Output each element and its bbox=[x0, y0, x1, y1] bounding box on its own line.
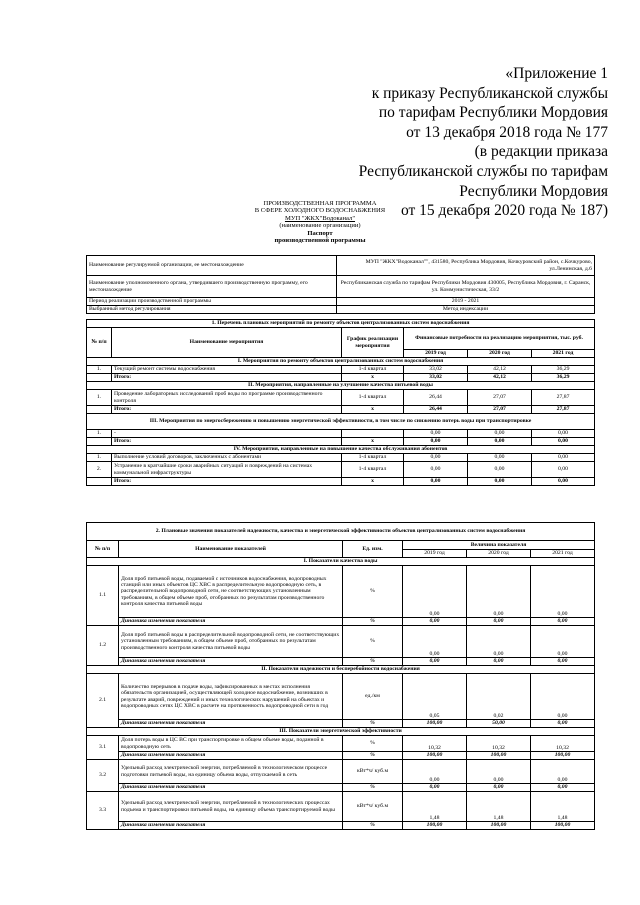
section-title: IV. Мероприятия, направленные на повышение качества обслуживания абонентов bbox=[87, 446, 595, 454]
dynamics-label: Динамика изменения показателя bbox=[119, 658, 343, 666]
total-value: 42,12 bbox=[468, 374, 532, 382]
row-num: 1. bbox=[87, 454, 112, 462]
row-name: Доля проб питьевой воды, подаваемой с источников водоснабжения, водопроводных станций или иных объектов ЦС ХВС в распределительную водопроводную сеть, в распределительной водопроводной сети, не соответствующих установленным требованиям, в общем объеме проб, отобранных по результатам производственного контроля качества питьевой воды bbox=[119, 566, 343, 618]
dynamics-value: 0,00 bbox=[467, 784, 531, 792]
col-header-num: № п/п bbox=[87, 541, 119, 558]
col-header-year: 2021 год bbox=[531, 550, 595, 558]
dynamics-value: 50,00 bbox=[467, 720, 531, 728]
organization-caption: (наименование организации) bbox=[279, 222, 361, 230]
table-row bbox=[87, 366, 595, 374]
row-value: 10,32 bbox=[531, 736, 595, 752]
measures-table-title: 1. Перечень плановых мероприятий по ремонту объектов централизованных систем водоснабжения bbox=[87, 320, 595, 328]
row-schedule: 1-4 квартал bbox=[342, 366, 404, 374]
row-num: 3.2 bbox=[87, 760, 119, 792]
row-value: 33,02 bbox=[404, 366, 468, 374]
dynamics-unit: % bbox=[343, 618, 403, 626]
row-unit: кВт*ч/ куб.м bbox=[343, 760, 403, 784]
row-schedule: 1-4 квартал bbox=[342, 454, 404, 462]
section-title: III. Мероприятия по энергосбережению и повышению энергетической эффективности, в том числе по снижению потерь воды при транспортировке bbox=[87, 414, 595, 430]
dynamics-value: 100,00 bbox=[467, 822, 531, 830]
total-label: Итого: bbox=[112, 374, 342, 382]
total-x: x bbox=[342, 438, 404, 446]
appendix-line: к приказу Республиканской службы bbox=[371, 84, 608, 102]
heading-subtitle: В СФЕРЕ ХОЛОДНОГО ВОДОСНАБЖЕНИЯ bbox=[254, 207, 386, 215]
row-value: 0,00 bbox=[403, 760, 467, 784]
dynamics-unit: % bbox=[343, 752, 403, 760]
row-value: 0,02 bbox=[467, 674, 531, 720]
total-row bbox=[87, 438, 595, 446]
total-x: x bbox=[342, 374, 404, 382]
total-value: 0,00 bbox=[468, 438, 532, 446]
row-value: 0,00 bbox=[467, 626, 531, 658]
passport-label: Наименование уполномоченного органа, утвердившего производственную программу, его местонахождение bbox=[87, 276, 337, 298]
row-value: 0,00 bbox=[532, 430, 595, 438]
row-value: 0,00 bbox=[532, 454, 595, 462]
row-value: 1,48 bbox=[467, 792, 531, 822]
passport-label: Наименование регулируемой организации, ее местонахождение bbox=[87, 256, 337, 276]
col-header-finance: Финансовые потребности на реализацию мероприятия, тыс. руб. bbox=[404, 328, 595, 350]
row-value: 0,00 bbox=[532, 462, 595, 478]
col-header-year: 2021 год bbox=[532, 350, 595, 358]
dynamics-value: 100,00 bbox=[403, 822, 467, 830]
dynamics-unit: % bbox=[343, 784, 403, 792]
col-header-name: Наименование мероприятия bbox=[112, 328, 342, 358]
dynamics-row bbox=[87, 720, 595, 728]
row-name: Удельный расход электрической энергии, потребляемой в технологическом процессе подготовки питьевой воды, на единицу объема воды, отпускаемой в сеть bbox=[119, 760, 343, 784]
dynamics-unit: % bbox=[343, 658, 403, 666]
row-num: 1.2 bbox=[87, 626, 119, 666]
dynamics-value: 0,00 bbox=[467, 658, 531, 666]
dynamics-label: Динамика изменения показателя bbox=[119, 618, 343, 626]
passport-table bbox=[86, 255, 595, 314]
total-label: Итого: bbox=[112, 478, 342, 486]
program-heading bbox=[0, 200, 640, 244]
dynamics-value: 100,00 bbox=[467, 752, 531, 760]
row-num: 2. bbox=[87, 462, 112, 478]
row-num: 1. bbox=[87, 366, 112, 374]
row-name: Количество перерывов в подаче воды, зафиксированных в местах исполнения обязательств организацией, осуществляющей холодное водоснабжение, возникших в результате аварий, повреждений и иных технологических нарушений на объектах и водопроводных сетях ЦС ХВС в расчете на протяженность водопроводной сети в год bbox=[119, 674, 343, 720]
total-value: 0,00 bbox=[468, 478, 532, 486]
dynamics-label: Динамика изменения показателя bbox=[119, 752, 343, 760]
indicators-table bbox=[86, 522, 595, 830]
col-header-year: 2020 год bbox=[467, 550, 531, 558]
table-row bbox=[87, 674, 595, 720]
row-value: 36,29 bbox=[532, 366, 595, 374]
table-row bbox=[87, 626, 595, 658]
dynamics-value: 0,00 bbox=[531, 658, 595, 666]
dynamics-label: Динамика изменения показателя bbox=[119, 720, 343, 728]
total-value: 0,00 bbox=[532, 478, 595, 486]
col-header-schedule: График реализации мероприятия bbox=[342, 328, 404, 358]
appendix-line: по тарифам Республики Мордовия bbox=[378, 104, 608, 122]
row-value: 0,00 bbox=[468, 454, 532, 462]
total-row bbox=[87, 374, 595, 382]
dynamics-value: 0,00 bbox=[403, 658, 467, 666]
col-header-unit: Ед. изм. bbox=[343, 541, 403, 558]
section-title: II. Мероприятия, направленные на улучшение качества питьевой воды bbox=[87, 382, 595, 390]
row-value: 0,00 bbox=[404, 430, 468, 438]
row-schedule: 1-4 квартал bbox=[342, 390, 404, 406]
appendix-line: Республиканской службы по тарифам bbox=[358, 162, 608, 180]
row-unit: % bbox=[343, 736, 403, 752]
table-row bbox=[87, 462, 595, 478]
total-value: 0,00 bbox=[532, 438, 595, 446]
row-name: Текущий ремонт системы водоснабжения bbox=[112, 366, 342, 374]
section-title: III. Показатели энергетической эффективности bbox=[87, 728, 595, 736]
dynamics-row bbox=[87, 784, 595, 792]
row-unit: % bbox=[343, 566, 403, 618]
dynamics-unit: % bbox=[343, 720, 403, 728]
section-title: I. Показатели качества воды bbox=[87, 558, 595, 566]
row-value: 0,00 bbox=[467, 566, 531, 618]
table-row bbox=[87, 760, 595, 784]
row-num: 2.1 bbox=[87, 674, 119, 728]
total-value: 36,29 bbox=[532, 374, 595, 382]
section-title: I. Мероприятия по ремонту объектов централизованных систем водоснабжения bbox=[87, 358, 595, 366]
row-value: 0,00 bbox=[468, 430, 532, 438]
row-value: 0,00 bbox=[404, 454, 468, 462]
total-value: 0,00 bbox=[404, 478, 468, 486]
total-label: Итого: bbox=[112, 406, 342, 414]
row-value: 27,07 bbox=[468, 390, 532, 406]
total-value: 27,87 bbox=[532, 406, 595, 414]
total-value: 33,02 bbox=[404, 374, 468, 382]
total-x: x bbox=[342, 406, 404, 414]
row-value: 0,00 bbox=[531, 626, 595, 658]
appendix-line: «Приложение 1 bbox=[505, 65, 608, 82]
passport-value: Республиканская служба по тарифам Республики Мордовия 430005, Республика Мордовия, г. Саранск, ул. Коммунистическая, 33/2 bbox=[337, 276, 595, 298]
row-name: Удельный расход электрической энергии, потребляемой в технологических процессах подъема и транспортировки питьевой воды, на единицу объема транспортируемой воды bbox=[119, 792, 343, 822]
dynamics-value: 0,00 bbox=[467, 618, 531, 626]
table-row bbox=[87, 736, 595, 752]
indicators-table-title: 2. Плановые значения показателей надежности, качества и энергетической эффективности объектов централизованных систем водоснабжения bbox=[87, 523, 595, 541]
row-value: 27,87 bbox=[532, 390, 595, 406]
row-value: 0,05 bbox=[403, 674, 467, 720]
row-value: 1,48 bbox=[531, 792, 595, 822]
col-header-year: 2020 год bbox=[468, 350, 532, 358]
dynamics-row bbox=[87, 752, 595, 760]
dynamics-label: Динамика изменения показателя bbox=[119, 822, 343, 830]
dynamics-value: 0,00 bbox=[531, 784, 595, 792]
appendix-line: от 13 декабря 2018 года № 177 bbox=[406, 123, 608, 141]
row-value: 1,48 bbox=[403, 792, 467, 822]
row-value: 0,00 bbox=[531, 760, 595, 784]
passport-label: Выбранный метод регулирования bbox=[87, 306, 337, 314]
row-num: 1. bbox=[87, 390, 112, 406]
dynamics-value: 0,00 bbox=[403, 618, 467, 626]
organization-name: МУП "ЖКХ"Водоканал" bbox=[284, 214, 356, 222]
row-unit: кВт*ч/ куб.м bbox=[343, 792, 403, 822]
passport-label: Период реализации производственной программы bbox=[87, 298, 337, 306]
passport-subtitle: производственной программы bbox=[274, 237, 366, 245]
row-unit: % bbox=[343, 626, 403, 658]
dynamics-value: 100,00 bbox=[403, 752, 467, 760]
row-num: 3.1 bbox=[87, 736, 119, 760]
dynamics-row bbox=[87, 658, 595, 666]
passport-value: Метод индексации bbox=[337, 306, 595, 314]
table-row bbox=[87, 390, 595, 406]
total-label: Итого: bbox=[112, 438, 342, 446]
row-num: 1. bbox=[87, 430, 112, 438]
row-value: 0,00 bbox=[403, 626, 467, 658]
table-row bbox=[87, 454, 595, 462]
row-value: 0,00 bbox=[531, 566, 595, 618]
row-name: Проведение лабораторных исследований проб воды по программе производственного контроля bbox=[112, 390, 342, 406]
row-value: 0,00 bbox=[404, 462, 468, 478]
row-unit: ед./км bbox=[343, 674, 403, 720]
row-value: 26,44 bbox=[404, 390, 468, 406]
row-value: 42,12 bbox=[468, 366, 532, 374]
table-row bbox=[87, 566, 595, 618]
appendix-line: от 15 декабря 2020 года № 187) bbox=[400, 202, 608, 220]
row-name: - bbox=[112, 430, 342, 438]
row-name: Устранение в кратчайшие сроки аварийных ситуаций и повреждений на системах коммунальной инфраструктуры bbox=[112, 462, 342, 478]
row-name: Доля потерь воды в ЦС ВС при транспортировке в общем объеме воды, поданной в водопроводную сеть bbox=[119, 736, 343, 752]
row-name: Доля проб питьевой воды в распределительной водопроводной сети, не соответствующих установленным требованиям, в общем объеме проб, отобранных по результатам производственного контроля качества питьевой воды bbox=[119, 626, 343, 658]
dynamics-unit: % bbox=[343, 822, 403, 830]
section-title: II. Показатели надежности и бесперебойности водоснабжения bbox=[87, 666, 595, 674]
passport-value: МУП "ЖКХ"Водоканал"", 431580, Республика Мордовия, Кочкуровский район, с.Кочкурово, ул.Ленинская, д.6 bbox=[337, 256, 595, 276]
dynamics-value: 100,00 bbox=[531, 752, 595, 760]
col-header-name: Наименование показателей bbox=[119, 541, 343, 558]
row-num: 1.1 bbox=[87, 566, 119, 626]
dynamics-row bbox=[87, 618, 595, 626]
col-header-year: 2019 год bbox=[404, 350, 468, 358]
table-row bbox=[87, 430, 595, 438]
total-value: 26,44 bbox=[404, 406, 468, 414]
appendix-line: Республики Мордовия bbox=[459, 182, 608, 200]
row-value: 10,32 bbox=[467, 736, 531, 752]
dynamics-row bbox=[87, 822, 595, 830]
total-value: 27,07 bbox=[468, 406, 532, 414]
appendix-line: (в редакции приказа bbox=[474, 143, 608, 161]
dynamics-label: Динамика изменения показателя bbox=[119, 784, 343, 792]
total-x: x bbox=[342, 478, 404, 486]
dynamics-value: 0,00 bbox=[531, 618, 595, 626]
total-row bbox=[87, 478, 595, 486]
row-value: 0,00 bbox=[468, 462, 532, 478]
row-value: 10,32 bbox=[403, 736, 467, 752]
total-value: 0,00 bbox=[404, 438, 468, 446]
col-header-num: № п/п bbox=[87, 328, 112, 358]
row-value: 0,00 bbox=[403, 566, 467, 618]
total-row bbox=[87, 406, 595, 414]
passport-value: 2019 - 2021 bbox=[337, 298, 595, 306]
row-value: 0,00 bbox=[531, 674, 595, 720]
row-value: 0,00 bbox=[467, 760, 531, 784]
row-num: 3.3 bbox=[87, 792, 119, 830]
row-schedule bbox=[342, 430, 404, 438]
passport-title: Паспорт bbox=[307, 229, 333, 237]
row-name: Выполнение условий договоров, заключенных с абонентами bbox=[112, 454, 342, 462]
measures-table bbox=[86, 319, 595, 486]
col-header-values: Величина показателя bbox=[403, 541, 595, 550]
dynamics-value: 0,00 bbox=[531, 720, 595, 728]
appendix-note bbox=[308, 64, 608, 221]
row-schedule: 1-4 квартал bbox=[342, 462, 404, 478]
dynamics-value: 100,00 bbox=[403, 720, 467, 728]
heading-title: ПРОИЗВОДСТВЕННАЯ ПРОГРАММА bbox=[263, 200, 377, 207]
col-header-year: 2019 год bbox=[403, 550, 467, 558]
dynamics-value: 0,00 bbox=[403, 784, 467, 792]
dynamics-value: 100,00 bbox=[531, 822, 595, 830]
table-row bbox=[87, 792, 595, 822]
